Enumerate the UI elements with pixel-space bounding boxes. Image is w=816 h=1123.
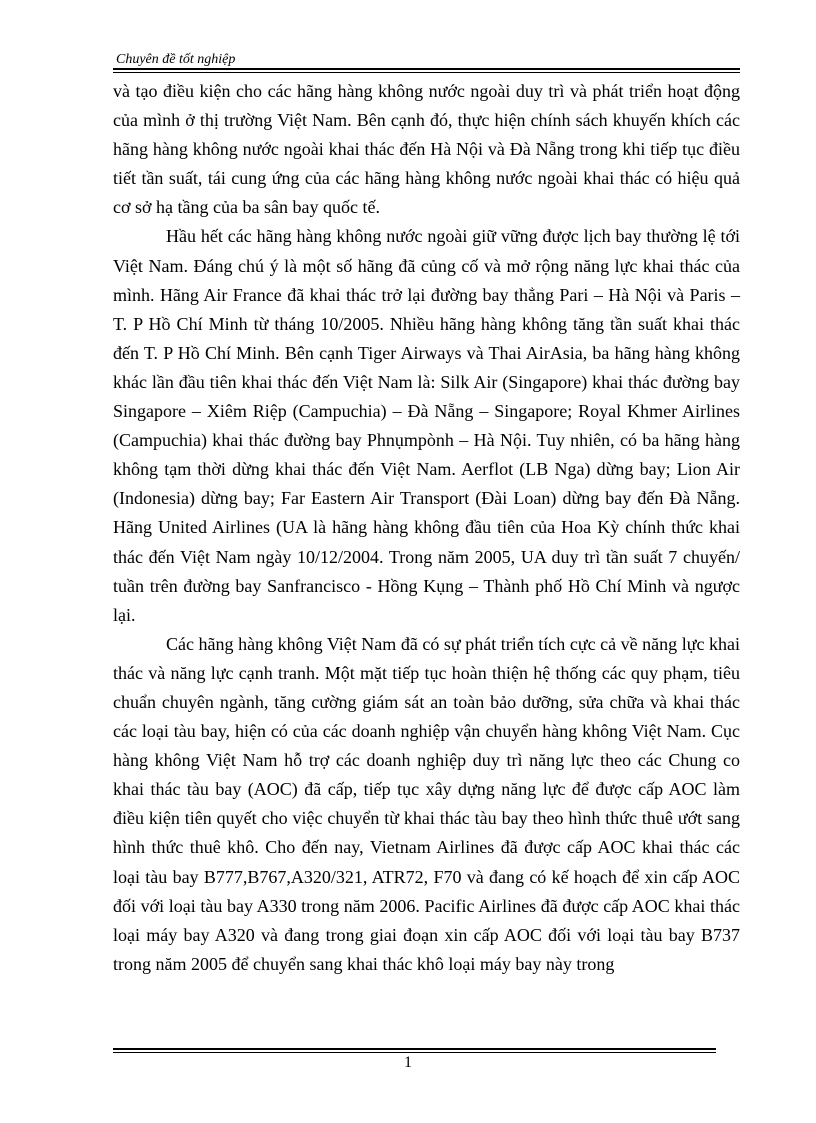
body-text xyxy=(113,77,740,979)
paragraph-3: Các hãng hàng không Việt Nam đã có sự phát triển tích cực cả về năng lực khai thác và năng lực cạnh tranh. Một mặt tiếp tục hoàn thiện hệ thống các quy phạm, tiêu chuẩn chuyên ngành, tăng cường giám sát an toàn bảo dưỡng, sửa chữa và khai thác các loại tàu bay, hiện có của các doanh nghiệp vận chuyển hàng không Việt Nam. Cục hàng không Việt Nam hỗ trợ các doanh nghiệp duy trì năng lực theo các Chung co khai thác tàu bay (AOC) đã cấp, tiếp tục xây dựng năng lực để được cấp AOC làm điều kiện tiên quyết cho việc chuyển từ khai thác tàu bay theo hình thức thuê ướt sang hình thức thuê khô. Cho đến nay, Vietnam Airlines đã được cấp AOC khai thác các loại tàu bay B777,B767,A320/321, ATR72, F70 và đang có kế hoạch để xin cấp AOC đối với loại tàu bay A330 trong năm 2006. Pacific Airlines đã được cấp AOC khai thác loại máy bay A320 và đang trong giai đoạn xin cấp AOC đối với loại tàu bay B737 trong năm 2005 để chuyển sang khai thác khô loại máy bay này trong xyxy=(113,633,740,974)
footer-divider xyxy=(113,1048,716,1050)
page-header-title: Chuyên đề tốt nghiệp xyxy=(116,52,236,67)
paragraph-2: Hầu hết các hãng hàng không nước ngoài giữ vững được lịch bay thường lệ tới Việt Nam. Đáng chú ý là một số hãng đã củng cố và mở rộng năng lực khai thác của mình. Hãng Air France đã khai thác trở lại đường bay thẳng Pari – Hà Nội và Paris – T. P Hồ Chí Minh từ tháng 10/2005. Nhiều hãng hàng không tăng tần suất khai thác đến T. P Hồ Chí Minh. Bên cạnh Tiger Airways và Thai AirAsia, ba hãng hàng không khác lần đầu tiên khai thác đến Việt Nam là: Silk Air (Singapore) khai thác đường bay Singapore – Xiêm Riệp (Campuchia) – Đà Nẵng – Singapore; Royal Khmer Airlines (Campuchia) khai thác đường bay Phnụmpònh – Hà Nội. Tuy nhiên, có ba hãng hàng không tạm thời dừng khai thác đến Việt Nam. Aerflot (LB Nga) dừng bay; Lion Air (Indonesia) dừng bay; Far Eastern Air Transport (Đài Loan) dừng bay đến Đà Nẵng. Hãng United Airlines (UA là hãng hàng không đầu tiên của Hoa Kỳ chính thức khai thác đến Việt Nam ngày 10/12/2004. Trong năm 2005, UA duy trì tần suất 7 chuyến/ tuần trên đường bay Sanfrancisco - Hồng Kụng – Thành phố Hồ Chí Minh và ngược lại. xyxy=(113,226,740,625)
page-number: 1 xyxy=(404,1054,412,1071)
paragraph-1: và tạo điều kiện cho các hãng hàng không nước ngoài duy trì và phát triển hoạt động của mình ở thị trường Việt Nam. Bên cạnh đó, thực hiện chính sách khuyến khích các hãng hàng không nước ngoài khai thác đến Hà Nội và Đà Nẵng trong khi tiếp tục điều tiết tần suất, tái cung ứng của các hãng hàng không nước ngoài khai thác có hiệu quả cơ sở hạ tầng của ba sân bay quốc tế. xyxy=(113,81,740,218)
header-divider xyxy=(113,68,740,70)
footer-divider-thin xyxy=(113,1052,716,1053)
header-divider-thin xyxy=(113,72,740,73)
